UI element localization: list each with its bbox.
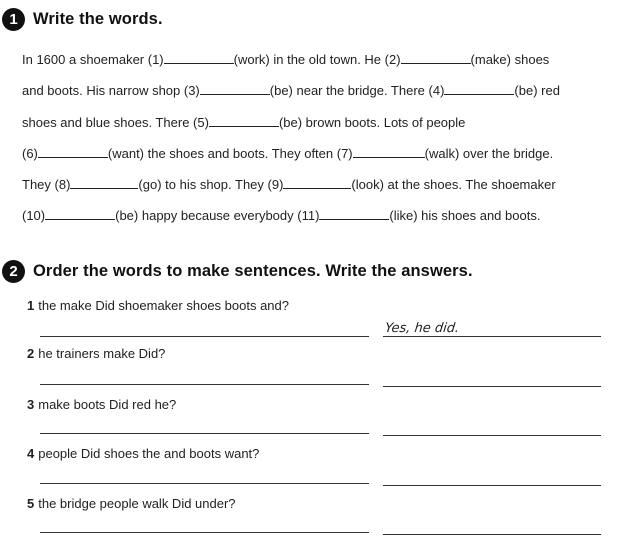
text-segment: (6) <box>22 146 38 161</box>
text-segment: shoes and blue shoes. There (5) <box>22 115 209 130</box>
question-5 <box>27 496 236 512</box>
answer-line-short-4[interactable] <box>383 485 601 486</box>
paragraph-line-4 <box>22 146 553 162</box>
text-segment: In 1600 a shoemaker (1) <box>22 52 164 67</box>
question-number: 1 <box>27 298 35 313</box>
text-segment: (be) red <box>514 83 560 98</box>
answer-line-sentence-1[interactable] <box>40 336 369 337</box>
text-segment: (want) the shoes and boots. They often (7) <box>107 146 353 161</box>
section-1-title: Write the words. <box>33 10 163 28</box>
question-number: 4 <box>27 446 35 461</box>
question-text: the bridge people walk Did under? <box>38 496 236 511</box>
blank-9[interactable] <box>283 177 351 189</box>
paragraph-line-2 <box>22 83 560 99</box>
blank-10[interactable] <box>45 208 115 220</box>
blank-6[interactable] <box>38 146 108 158</box>
section-1-number-badge: 1 <box>2 8 25 31</box>
question-number: 3 <box>27 397 35 412</box>
question-1 <box>27 298 289 314</box>
paragraph-line-5 <box>22 177 556 193</box>
blank-2[interactable] <box>401 52 471 64</box>
question-number: 5 <box>27 496 35 511</box>
text-segment: (work) in the old town. He (2) <box>233 52 401 67</box>
answer-line-short-3[interactable] <box>383 435 601 436</box>
question-text: the make Did shoemaker shoes boots and? <box>38 298 289 313</box>
blank-8[interactable] <box>70 177 138 189</box>
question-4 <box>27 446 259 462</box>
answer-line-sentence-3[interactable] <box>40 433 369 434</box>
question-2 <box>27 346 165 362</box>
text-segment: and boots. His narrow shop (3) <box>22 83 200 98</box>
section-1-heading <box>2 8 163 31</box>
question-text: people Did shoes the and boots want? <box>38 446 260 461</box>
paragraph-line-3 <box>22 115 465 131</box>
text-segment: They (8) <box>22 177 71 192</box>
text-segment: (look) at the shoes. The shoemaker <box>351 177 556 192</box>
answer-line-short-1[interactable] <box>383 336 601 337</box>
answer-line-sentence-2[interactable] <box>40 384 369 385</box>
text-segment: (be) brown boots. Lots of people <box>278 115 466 130</box>
text-segment: (10) <box>22 208 46 223</box>
paragraph-line-1 <box>22 52 549 68</box>
section-2-heading <box>2 260 473 283</box>
text-segment: (go) to his shop. They (9) <box>138 177 284 192</box>
question-text: make boots Did red he? <box>38 397 177 412</box>
blank-4[interactable] <box>444 83 514 95</box>
text-segment: (make) shoes <box>470 52 550 67</box>
question-3 <box>27 397 176 413</box>
text-segment: (be) near the bridge. There (4) <box>269 83 445 98</box>
text-segment: (like) his shoes and boots. <box>389 208 541 223</box>
answer-line-sentence-4[interactable] <box>40 483 369 484</box>
handwritten-answer-1: Yes, he did. <box>384 321 460 336</box>
text-segment: (walk) over the bridge. <box>424 146 554 161</box>
paragraph-line-6 <box>22 208 540 224</box>
question-number: 2 <box>27 346 35 361</box>
section-2-number-badge: 2 <box>2 260 25 283</box>
text-segment: (be) happy because everybody (11) <box>115 208 320 223</box>
answer-line-short-2[interactable] <box>383 386 601 387</box>
blank-1[interactable] <box>164 52 234 64</box>
blank-7[interactable] <box>353 146 425 158</box>
answer-line-short-5[interactable] <box>383 534 601 535</box>
blank-3[interactable] <box>200 83 270 95</box>
question-text: he trainers make Did? <box>38 346 166 361</box>
blank-11[interactable] <box>319 208 389 220</box>
answer-line-sentence-5[interactable] <box>40 532 369 533</box>
section-2-title: Order the words to make sentences. Write the answers. <box>33 262 473 280</box>
blank-5[interactable] <box>209 115 279 127</box>
